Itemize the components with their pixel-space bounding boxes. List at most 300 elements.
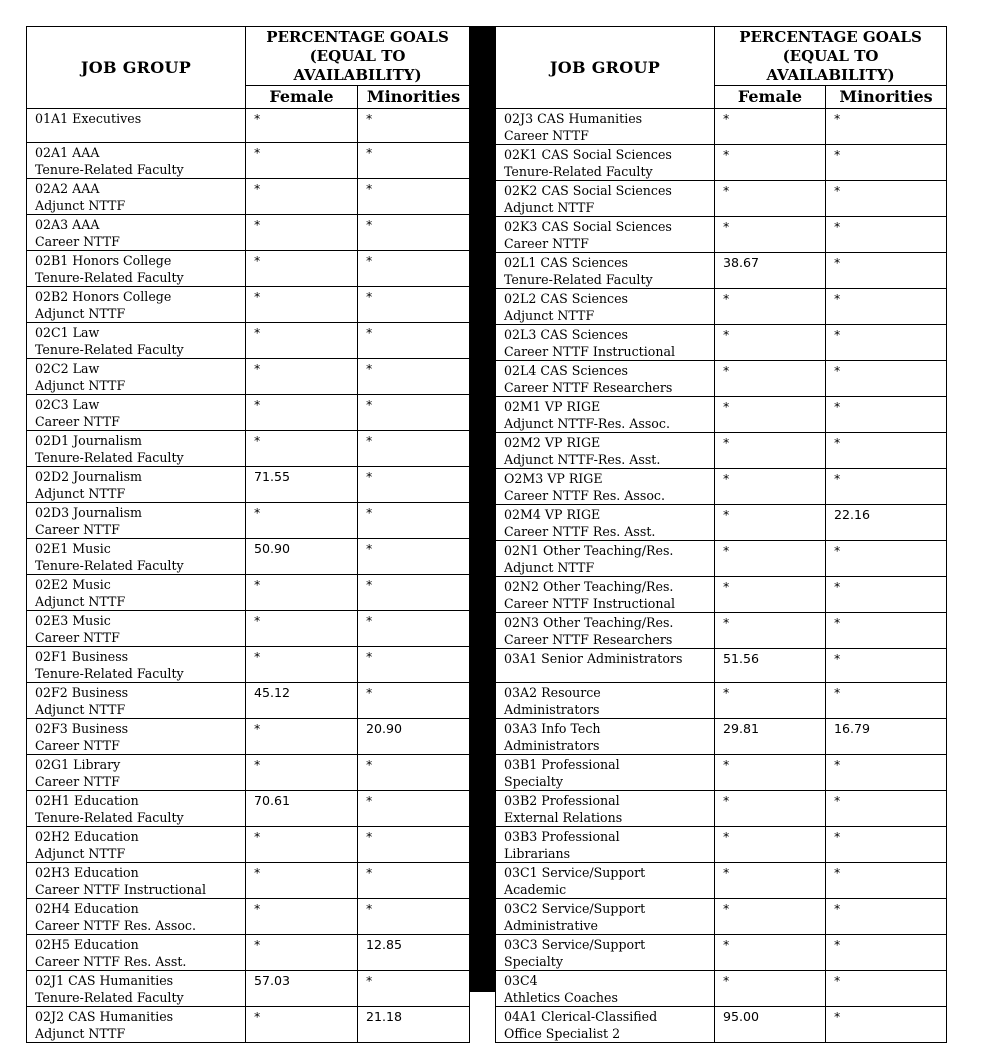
- minorities-goal-cell: *: [358, 179, 470, 215]
- job-group-line2: Career NTTF: [504, 128, 589, 143]
- job-group-line2: Adjunct NTTF: [35, 306, 126, 321]
- female-goal-cell: *: [715, 217, 826, 253]
- table-row: [496, 181, 947, 217]
- minorities-goal-cell: *: [358, 503, 470, 539]
- female-goal-cell: *: [715, 683, 826, 719]
- minorities-header: Minorities: [358, 86, 470, 109]
- minorities-goal-cell: *: [826, 109, 947, 145]
- job-group-line1: 02A1 AAA: [35, 145, 100, 160]
- job-group-cell: [27, 791, 246, 827]
- table-row: [27, 683, 470, 719]
- table-row: [496, 755, 947, 791]
- job-group-line1: 02E1 Music: [35, 541, 111, 556]
- job-group-cell: [27, 575, 246, 611]
- job-group-cell: [496, 181, 715, 217]
- job-group-line2: External Relations: [504, 810, 623, 825]
- minorities-goal-cell: *: [826, 577, 947, 613]
- job-group-line1: 02L4 CAS Sciences: [504, 363, 629, 378]
- job-group-line2: Adjunct NTTF: [35, 378, 126, 393]
- female-goal-cell: 71.55: [246, 467, 358, 503]
- job-group-line1: 02C2 Law: [35, 361, 100, 376]
- minorities-goal-cell: *: [358, 251, 470, 287]
- minorities-goal-cell: 22.16: [826, 505, 947, 541]
- table-row: [27, 719, 470, 755]
- goals-header-line2: (EQUAL TO: [782, 47, 879, 65]
- job-group-line1: 02N3 Other Teaching/Res.: [504, 615, 674, 630]
- female-goal-cell: *: [246, 575, 358, 611]
- minorities-goal-cell: *: [358, 899, 470, 935]
- right-table-section: [495, 26, 946, 1041]
- job-group-cell: [27, 179, 246, 215]
- job-group-cell: [27, 899, 246, 935]
- job-group-cell: [496, 755, 715, 791]
- female-goal-cell: 95.00: [715, 1007, 826, 1043]
- job-group-cell: [496, 397, 715, 433]
- job-group-line1: 02F3 Business: [35, 721, 129, 736]
- female-goal-cell: *: [715, 181, 826, 217]
- table-row: [27, 109, 470, 143]
- job-group-line1: 02L3 CAS Sciences: [504, 327, 629, 342]
- job-group-line1: 02D2 Journalism: [35, 469, 142, 484]
- job-group-line2: Tenure-Related Faculty: [35, 558, 184, 573]
- job-group-cell: [27, 719, 246, 755]
- minorities-goal-cell: *: [358, 971, 470, 1007]
- job-group-line1: 02H3 Education: [35, 865, 139, 880]
- job-group-cell: [27, 647, 246, 683]
- job-group-line2: Adjunct NTTF: [35, 594, 126, 609]
- female-goal-cell: *: [715, 541, 826, 577]
- job-group-cell: [496, 791, 715, 827]
- percentage-goals-header: [246, 27, 470, 86]
- job-group-line1: 03C2 Service/Support: [504, 901, 646, 916]
- job-group-cell: [496, 827, 715, 863]
- minorities-goal-cell: 16.79: [826, 719, 947, 755]
- job-group-line2: Adjunct NTTF: [35, 486, 126, 501]
- minorities-goal-cell: *: [358, 467, 470, 503]
- minorities-goal-cell: *: [358, 791, 470, 827]
- job-group-line1: 02J2 CAS Humanities: [35, 1009, 174, 1024]
- job-group-line1: 03B1 Professional: [504, 757, 620, 772]
- job-group-line1: 02D3 Journalism: [35, 505, 142, 520]
- job-group-cell: [27, 395, 246, 431]
- female-goal-cell: *: [715, 827, 826, 863]
- minorities-goal-cell: *: [358, 359, 470, 395]
- job-group-cell: [496, 971, 715, 1007]
- job-group-line2: Career NTTF Res. Assoc.: [504, 488, 665, 503]
- job-group-cell: [27, 863, 246, 899]
- minorities-goal-cell: *: [358, 539, 470, 575]
- minorities-goal-cell: *: [826, 827, 947, 863]
- table-row: [496, 791, 947, 827]
- minorities-goal-cell: *: [826, 145, 947, 181]
- female-goal-cell: *: [715, 145, 826, 181]
- job-group-line1: 02M1 VP RIGE: [504, 399, 601, 414]
- table-row: [496, 253, 947, 289]
- job-group-cell: [496, 217, 715, 253]
- table-row: [496, 469, 947, 505]
- job-group-line2: Adjunct NTTF: [504, 308, 595, 323]
- table-row: [27, 971, 470, 1007]
- job-group-cell: [496, 1007, 715, 1043]
- job-group-line1: 02K3 CAS Social Sciences: [504, 219, 672, 234]
- job-group-cell: [496, 325, 715, 361]
- job-group-cell: [496, 109, 715, 145]
- job-group-cell: [496, 649, 715, 683]
- minorities-goal-cell: *: [826, 541, 947, 577]
- job-group-cell: [496, 289, 715, 325]
- job-group-cell: [27, 467, 246, 503]
- job-group-line2: Career NTTF: [35, 414, 120, 429]
- job-group-line2: Office Specialist 2: [504, 1026, 621, 1041]
- job-group-cell: [27, 323, 246, 359]
- job-group-cell: [27, 935, 246, 971]
- left-table-section: [26, 26, 469, 1041]
- female-goal-cell: *: [246, 215, 358, 251]
- table-row: [27, 215, 470, 251]
- table-row: [27, 647, 470, 683]
- job-group-cell: [27, 215, 246, 251]
- job-group-line1: 03A3 Info Tech: [504, 721, 601, 736]
- job-group-header: JOB GROUP: [27, 27, 246, 109]
- table-row: [496, 649, 947, 683]
- job-group-line1: 02F1 Business: [35, 649, 129, 664]
- table-row: [27, 575, 470, 611]
- female-goal-cell: *: [715, 505, 826, 541]
- job-group-line2: Administrative: [504, 918, 598, 933]
- job-group-line1: 02L1 CAS Sciences: [504, 255, 629, 270]
- female-goal-cell: *: [715, 577, 826, 613]
- table-row: [496, 325, 947, 361]
- table-row: [27, 755, 470, 791]
- female-header: Female: [715, 86, 826, 109]
- job-group-line2: Tenure-Related Faculty: [504, 272, 653, 287]
- female-goal-cell: *: [246, 935, 358, 971]
- job-group-line1: 02K1 CAS Social Sciences: [504, 147, 672, 162]
- table-row: [27, 395, 470, 431]
- table-row: [496, 109, 947, 145]
- female-goal-cell: *: [246, 395, 358, 431]
- job-group-line2: Adjunct NTTF: [35, 846, 126, 861]
- job-group-line2: Tenure-Related Faculty: [35, 342, 184, 357]
- minorities-goal-cell: 20.90: [358, 719, 470, 755]
- job-group-line2: Tenure-Related Faculty: [35, 450, 184, 465]
- job-group-cell: [27, 827, 246, 863]
- left-table-body: [27, 109, 470, 1043]
- job-group-line1: 01A1 Executives: [35, 111, 142, 126]
- table-row: [27, 827, 470, 863]
- table-row: [27, 539, 470, 575]
- minorities-goal-cell: *: [826, 863, 947, 899]
- job-group-line2: Adjunct NTTF: [504, 200, 595, 215]
- female-goal-cell: *: [715, 791, 826, 827]
- job-group-line2: Tenure-Related Faculty: [504, 164, 653, 179]
- job-group-cell: [27, 503, 246, 539]
- female-goal-cell: *: [715, 863, 826, 899]
- female-goal-cell: *: [715, 109, 826, 145]
- percentage-goals-header: [715, 27, 947, 86]
- female-goal-cell: *: [246, 503, 358, 539]
- minorities-goal-cell: *: [826, 469, 947, 505]
- job-group-line2: Administrators: [504, 738, 600, 753]
- job-group-line2: Career NTTF: [35, 738, 120, 753]
- job-group-line2: Adjunct NTTF-Res. Asst.: [504, 452, 661, 467]
- job-group-line2: Career NTTF Instructional: [504, 596, 675, 611]
- table-row: [496, 935, 947, 971]
- table-row: [496, 397, 947, 433]
- job-group-cell: [27, 1007, 246, 1043]
- job-group-line2: Career NTTF Instructional: [35, 882, 206, 897]
- table-row: [27, 467, 470, 503]
- job-group-line2: Career NTTF: [504, 236, 589, 251]
- job-group-cell: [496, 505, 715, 541]
- job-group-cell: [496, 613, 715, 649]
- job-group-cell: [496, 719, 715, 755]
- minorities-goal-cell: *: [358, 215, 470, 251]
- job-group-line1: 02B1 Honors College: [35, 253, 172, 268]
- female-goal-cell: *: [246, 179, 358, 215]
- minorities-goal-cell: *: [358, 827, 470, 863]
- minorities-goal-cell: *: [826, 397, 947, 433]
- female-goal-cell: 51.56: [715, 649, 826, 683]
- job-group-line2: Tenure-Related Faculty: [35, 810, 184, 825]
- job-group-line2: Career NTTF Res. Assoc.: [35, 918, 196, 933]
- job-group-line2: Career NTTF Res. Asst.: [504, 524, 656, 539]
- minorities-header: Minorities: [826, 86, 947, 109]
- minorities-goal-cell: *: [826, 433, 947, 469]
- female-goal-cell: 70.61: [246, 791, 358, 827]
- female-goal-cell: *: [246, 827, 358, 863]
- job-group-line2: Career NTTF Instructional: [504, 344, 675, 359]
- job-group-cell: [496, 541, 715, 577]
- job-group-line1: 03B3 Professional: [504, 829, 620, 844]
- job-group-line2: Career NTTF: [35, 630, 120, 645]
- female-goal-cell: *: [715, 325, 826, 361]
- job-group-line1: 04A1 Clerical-Classified: [504, 1009, 658, 1024]
- job-group-line2: Specialty: [504, 954, 563, 969]
- female-goal-cell: *: [715, 397, 826, 433]
- minorities-goal-cell: *: [358, 611, 470, 647]
- job-group-line2: Career NTTF: [35, 522, 120, 537]
- minorities-goal-cell: *: [826, 935, 947, 971]
- female-goal-cell: *: [715, 613, 826, 649]
- job-group-line1: 02M4 VP RIGE: [504, 507, 601, 522]
- job-group-line2: Tenure-Related Faculty: [35, 270, 184, 285]
- job-group-line2: Administrators: [504, 702, 600, 717]
- minorities-goal-cell: *: [358, 647, 470, 683]
- job-group-line1: 02C3 Law: [35, 397, 100, 412]
- job-group-line2: Career NTTF: [35, 774, 120, 789]
- female-goal-cell: *: [246, 899, 358, 935]
- job-group-cell: [496, 935, 715, 971]
- job-group-line2: Tenure-Related Faculty: [35, 990, 184, 1005]
- female-goal-cell: *: [246, 251, 358, 287]
- right-goals-table: [495, 26, 947, 1043]
- job-group-line1: 02N1 Other Teaching/Res.: [504, 543, 674, 558]
- table-row: [496, 577, 947, 613]
- right-table-body: [496, 109, 947, 1043]
- table-row: [496, 145, 947, 181]
- female-goal-cell: *: [715, 755, 826, 791]
- job-group-line2: Athletics Coaches: [504, 990, 618, 1005]
- job-group-cell: [27, 611, 246, 647]
- job-group-line2: Librarians: [504, 846, 571, 861]
- job-group-line1: 02M2 VP RIGE: [504, 435, 601, 450]
- minorities-goal-cell: *: [826, 683, 947, 719]
- job-group-line1: 03C4: [504, 973, 538, 988]
- female-goal-cell: *: [246, 359, 358, 395]
- female-goal-cell: *: [246, 323, 358, 359]
- female-goal-cell: *: [715, 469, 826, 505]
- goals-table-container: [26, 26, 946, 1041]
- job-group-line1: 02K2 CAS Social Sciences: [504, 183, 672, 198]
- table-row: [27, 359, 470, 395]
- minorities-goal-cell: *: [826, 181, 947, 217]
- job-group-line1: 02D1 Journalism: [35, 433, 142, 448]
- female-goal-cell: 45.12: [246, 683, 358, 719]
- minorities-goal-cell: *: [358, 755, 470, 791]
- female-goal-cell: 57.03: [246, 971, 358, 1007]
- job-group-cell: [27, 431, 246, 467]
- female-goal-cell: *: [246, 647, 358, 683]
- job-group-line1: O2M3 VP RIGE: [504, 471, 603, 486]
- goals-header-line1: PERCENTAGE GOALS: [266, 28, 449, 46]
- minorities-goal-cell: 21.18: [358, 1007, 470, 1043]
- job-group-line1: 03C1 Service/Support: [504, 865, 646, 880]
- job-group-cell: [27, 251, 246, 287]
- job-group-cell: [27, 109, 246, 143]
- job-group-cell: [496, 863, 715, 899]
- female-goal-cell: *: [246, 755, 358, 791]
- minorities-goal-cell: *: [358, 109, 470, 143]
- job-group-line1: 02A2 AAA: [35, 181, 100, 196]
- female-goal-cell: *: [246, 863, 358, 899]
- table-row: [496, 613, 947, 649]
- female-goal-cell: *: [715, 935, 826, 971]
- female-goal-cell: *: [246, 431, 358, 467]
- job-group-cell: [27, 755, 246, 791]
- table-row: [27, 611, 470, 647]
- job-group-line1: 02F2 Business: [35, 685, 129, 700]
- minorities-goal-cell: *: [358, 143, 470, 179]
- female-goal-cell: *: [246, 109, 358, 143]
- job-group-line1: 02B2 Honors College: [35, 289, 172, 304]
- job-group-line2: Tenure-Related Faculty: [35, 162, 184, 177]
- minorities-goal-cell: *: [358, 395, 470, 431]
- female-goal-cell: 38.67: [715, 253, 826, 289]
- job-group-cell: [496, 253, 715, 289]
- job-group-cell: [27, 539, 246, 575]
- job-group-line2: Career NTTF: [35, 234, 120, 249]
- table-row: [496, 971, 947, 1007]
- job-group-line1: 02G1 Library: [35, 757, 121, 772]
- job-group-cell: [496, 683, 715, 719]
- minorities-goal-cell: *: [826, 217, 947, 253]
- job-group-line1: 02C1 Law: [35, 325, 100, 340]
- job-group-line2: Adjunct NTTF: [504, 560, 595, 575]
- job-group-line2: Adjunct NTTF: [35, 702, 126, 717]
- table-row: [496, 1007, 947, 1043]
- job-group-cell: [496, 145, 715, 181]
- job-group-line1: 02N2 Other Teaching/Res.: [504, 579, 674, 594]
- minorities-goal-cell: *: [358, 431, 470, 467]
- goals-header-line3: AVAILABILITY): [766, 66, 895, 84]
- job-group-line2: Adjunct NTTF-Res. Assoc.: [504, 416, 670, 431]
- table-row: [27, 863, 470, 899]
- table-row: [27, 251, 470, 287]
- female-goal-cell: *: [246, 611, 358, 647]
- table-row: [496, 505, 947, 541]
- table-row: [496, 433, 947, 469]
- female-goal-cell: 50.90: [246, 539, 358, 575]
- table-row: [496, 863, 947, 899]
- female-header: Female: [246, 86, 358, 109]
- table-row: [496, 683, 947, 719]
- job-group-line1: 02L2 CAS Sciences: [504, 291, 629, 306]
- minorities-goal-cell: *: [826, 649, 947, 683]
- table-row: [496, 361, 947, 397]
- job-group-line1: 02H4 Education: [35, 901, 139, 916]
- job-group-line2: Adjunct NTTF: [35, 1026, 126, 1041]
- table-row: [27, 1007, 470, 1043]
- job-group-cell: [496, 469, 715, 505]
- minorities-goal-cell: *: [826, 361, 947, 397]
- minorities-goal-cell: 12.85: [358, 935, 470, 971]
- table-row: [27, 791, 470, 827]
- job-group-cell: [27, 683, 246, 719]
- table-row: [496, 899, 947, 935]
- job-group-line1: 03A2 Resource: [504, 685, 601, 700]
- goals-header-line2: (EQUAL TO: [309, 47, 406, 65]
- minorities-goal-cell: *: [826, 289, 947, 325]
- job-group-line1: 02H1 Education: [35, 793, 139, 808]
- minorities-goal-cell: *: [826, 899, 947, 935]
- job-group-cell: [496, 899, 715, 935]
- table-row: [496, 217, 947, 253]
- table-row: [27, 179, 470, 215]
- minorities-goal-cell: *: [358, 683, 470, 719]
- table-row: [27, 323, 470, 359]
- table-row: [27, 287, 470, 323]
- job-group-cell: [27, 971, 246, 1007]
- minorities-goal-cell: *: [358, 287, 470, 323]
- female-goal-cell: *: [715, 971, 826, 1007]
- table-row: [27, 935, 470, 971]
- job-group-line1: 02J1 CAS Humanities: [35, 973, 174, 988]
- minorities-goal-cell: *: [358, 575, 470, 611]
- female-goal-cell: 29.81: [715, 719, 826, 755]
- job-group-line1: 02E3 Music: [35, 613, 111, 628]
- job-group-line1: 02H2 Education: [35, 829, 139, 844]
- female-goal-cell: *: [715, 289, 826, 325]
- job-group-line1: 02J3 CAS Humanities: [504, 111, 643, 126]
- table-row: [496, 541, 947, 577]
- job-group-line2: Career NTTF Res. Asst.: [35, 954, 187, 969]
- minorities-goal-cell: *: [826, 1007, 947, 1043]
- job-group-line1: 02H5 Education: [35, 937, 139, 952]
- female-goal-cell: *: [715, 433, 826, 469]
- female-goal-cell: *: [715, 361, 826, 397]
- table-row: [496, 289, 947, 325]
- job-group-cell: [27, 143, 246, 179]
- table-row: [496, 719, 947, 755]
- job-group-line1: 02E2 Music: [35, 577, 111, 592]
- job-group-line2: Academic: [504, 882, 567, 897]
- goals-header-line1: PERCENTAGE GOALS: [739, 28, 922, 46]
- column-divider-bar: [469, 26, 495, 992]
- job-group-line2: Tenure-Related Faculty: [35, 666, 184, 681]
- job-group-cell: [496, 361, 715, 397]
- job-group-cell: [27, 359, 246, 395]
